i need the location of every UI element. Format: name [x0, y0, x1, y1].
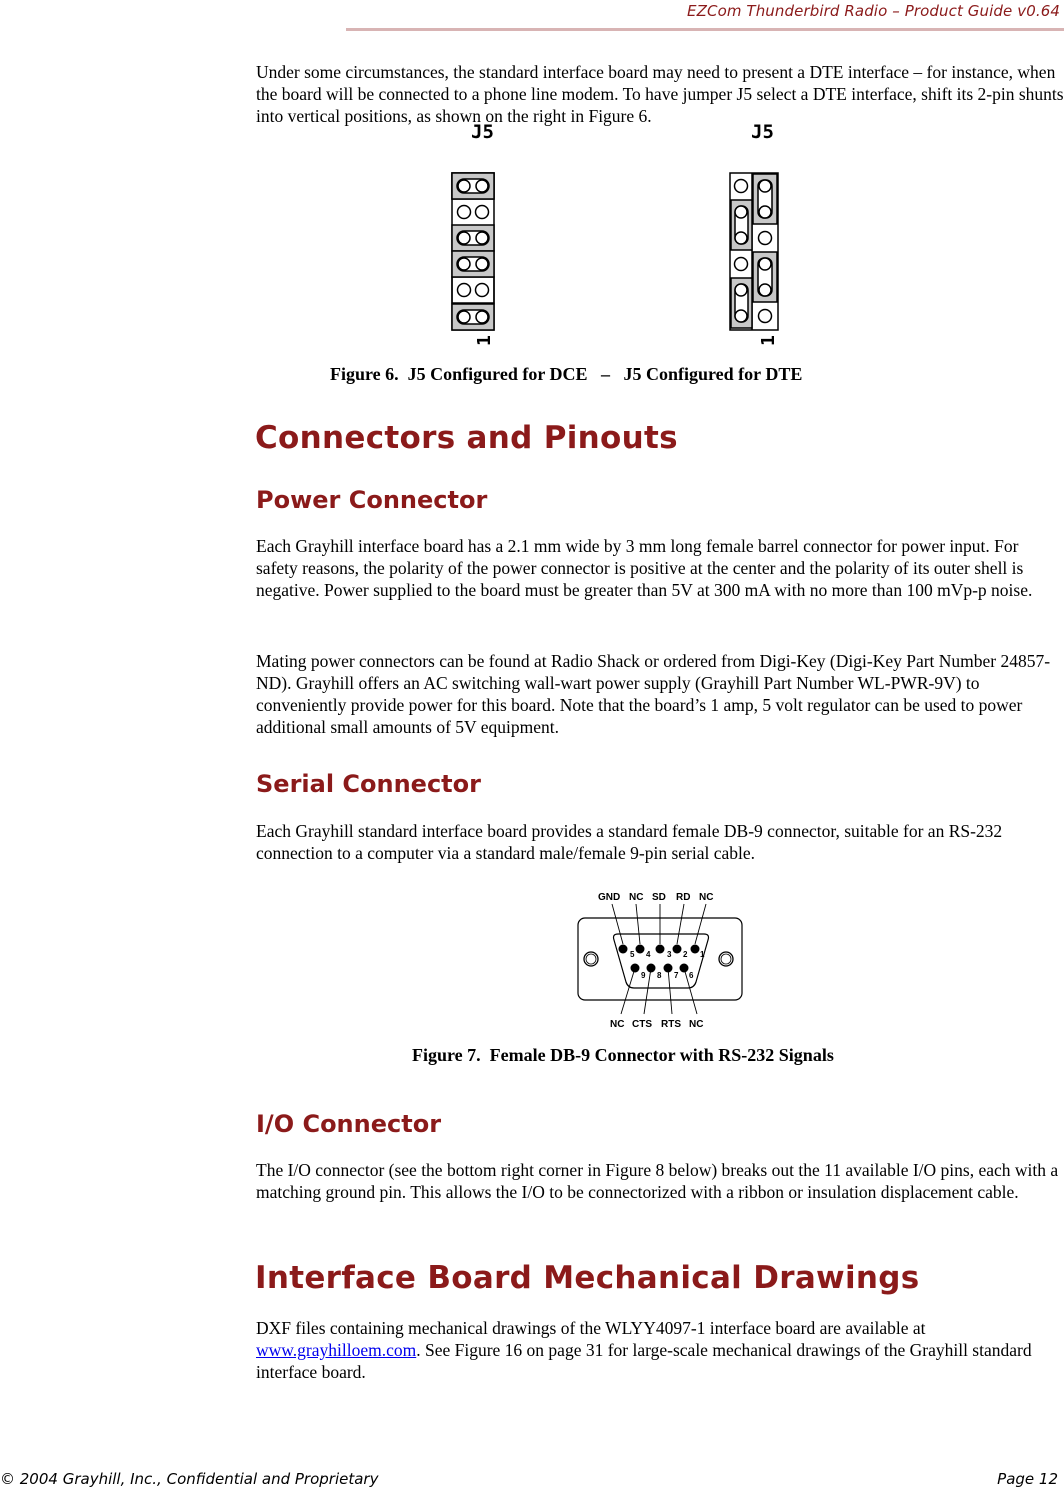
dte-shunt-left-upper	[731, 200, 752, 250]
dce-shunt-row4	[452, 251, 494, 277]
db9-label-rts: RTS	[661, 1019, 681, 1030]
j5-right-label: J5	[751, 121, 774, 143]
heading-connectors-and-pinouts: Connectors and Pinouts	[255, 420, 678, 456]
db9-label-rd: RD	[676, 892, 691, 903]
grayhilloem-link[interactable]: www.grayhilloem.com	[256, 1340, 417, 1360]
db9-label-sd: SD	[652, 892, 666, 903]
db9-pin-4: 4	[646, 950, 651, 959]
figure-6-jumper-diagram	[440, 120, 800, 350]
db9-label-nc-top-1: NC	[629, 892, 644, 903]
mechanical-text-before-link: DXF files containing mechanical drawings of the WLYY4097-1 interface board are available at	[256, 1318, 926, 1338]
db9-label-gnd: GND	[598, 892, 621, 903]
j5-dce-header	[452, 173, 494, 330]
db9-label-nc-bottom-1: NC	[610, 1019, 625, 1030]
db9-pin-5: 5	[630, 950, 635, 959]
dce-shunt-row1	[452, 173, 494, 199]
db9-pin-7: 7	[674, 971, 679, 980]
j5-right-pin1-label: 1	[758, 335, 779, 346]
dte-shunt-right-upper	[753, 174, 777, 224]
io-paragraph-1: The I/O connector (see the bottom right corner in Figure 8 below) breaks out the 11 available I/O pins, each with a matching ground pin. This allows the I/O to be connectorized with a ribbon or insulation displacement cable.	[256, 1160, 1059, 1202]
j5-left-label: J5	[471, 121, 494, 143]
dce-open-row2	[458, 206, 489, 219]
mechanical-paragraph	[256, 1317, 1064, 1383]
heading-serial-connector: Serial Connector	[256, 770, 481, 798]
j5-left-pin1-label: 1	[474, 335, 495, 346]
footer-copyright: © 2004 Grayhill, Inc., Confidential and Proprietary	[0, 1470, 379, 1488]
dce-shunt-row6	[452, 304, 494, 330]
db9-pin-9: 9	[641, 971, 646, 980]
mechanical-text-after-link: . See Figure 16 on page 31 for large-scale mechanical drawings of the Grayhill standard interface board.	[256, 1340, 1032, 1382]
db9-pin-6: 6	[689, 971, 694, 980]
power-paragraph-2: Mating power connectors can be found at Radio Shack or ordered from Digi-Key (Digi-Key Part Number 24857-ND). Grayhill offers an AC switching wall-wart power supply (Grayhill Part Number WL-PWR-9V) to conveniently provide power for this board. Note that the board’s 1 amp, 5 volt regulator can be used to power additional small amounts of 5V equipment.	[256, 651, 1051, 737]
heading-power-connector: Power Connector	[256, 486, 488, 514]
running-header-title: EZCom Thunderbird Radio – Product Guide v0.64	[687, 2, 1060, 20]
dce-shunt-row3	[452, 225, 494, 251]
j5-dte-header	[730, 173, 778, 330]
dte-shunt-left-lower	[731, 278, 752, 328]
db9-pin-3: 3	[667, 950, 672, 959]
db9-label-nc-bottom-2: NC	[689, 1019, 704, 1030]
figure-7-db9-diagram	[576, 886, 744, 1032]
db9-pin-8: 8	[657, 971, 662, 980]
power-paragraph-1: Each Grayhill interface board has a 2.1 mm wide by 3 mm long female barrel connector for power input. For safety reasons, the polarity of the power connector is positive at the center and the polarity of its outer shell is negative. Power supplied to the board must be greater than 5V at 300 mA with no more than 100 mVp-p noise.	[256, 536, 1033, 600]
serial-paragraph-1: Each Grayhill standard interface board provides a standard female DB-9 connector, suitable for an RS-232 connection to a computer via a standard male/female 9-pin serial cable.	[256, 821, 1003, 863]
db9-label-nc-top-2: NC	[699, 892, 714, 903]
figure-6-caption: Figure 6. J5 Configured for DCE – J5 Configured for DTE	[330, 364, 803, 384]
dte-shunt-right-lower	[753, 252, 777, 302]
db9-label-cts: CTS	[632, 1019, 652, 1030]
header-rule	[346, 28, 1064, 31]
db9-pin-1: 1	[700, 950, 705, 959]
db9-pin-2: 2	[683, 950, 688, 959]
heading-mechanical-drawings: Interface Board Mechanical Drawings	[255, 1260, 920, 1296]
intro-paragraph: Under some circumstances, the standard interface board may need to present a DTE interface – for instance, when the board will be connected to a phone line modem. To have jumper J5 select a DTE interface, shift its 2-pin shunts into vertical positions, as shown on the right in Figure 6.	[256, 62, 1064, 126]
heading-io-connector: I/O Connector	[256, 1110, 442, 1138]
figure-7-caption: Figure 7. Female DB-9 Connector with RS-232 Signals	[412, 1045, 834, 1065]
footer-page-number: Page 12	[997, 1470, 1058, 1488]
